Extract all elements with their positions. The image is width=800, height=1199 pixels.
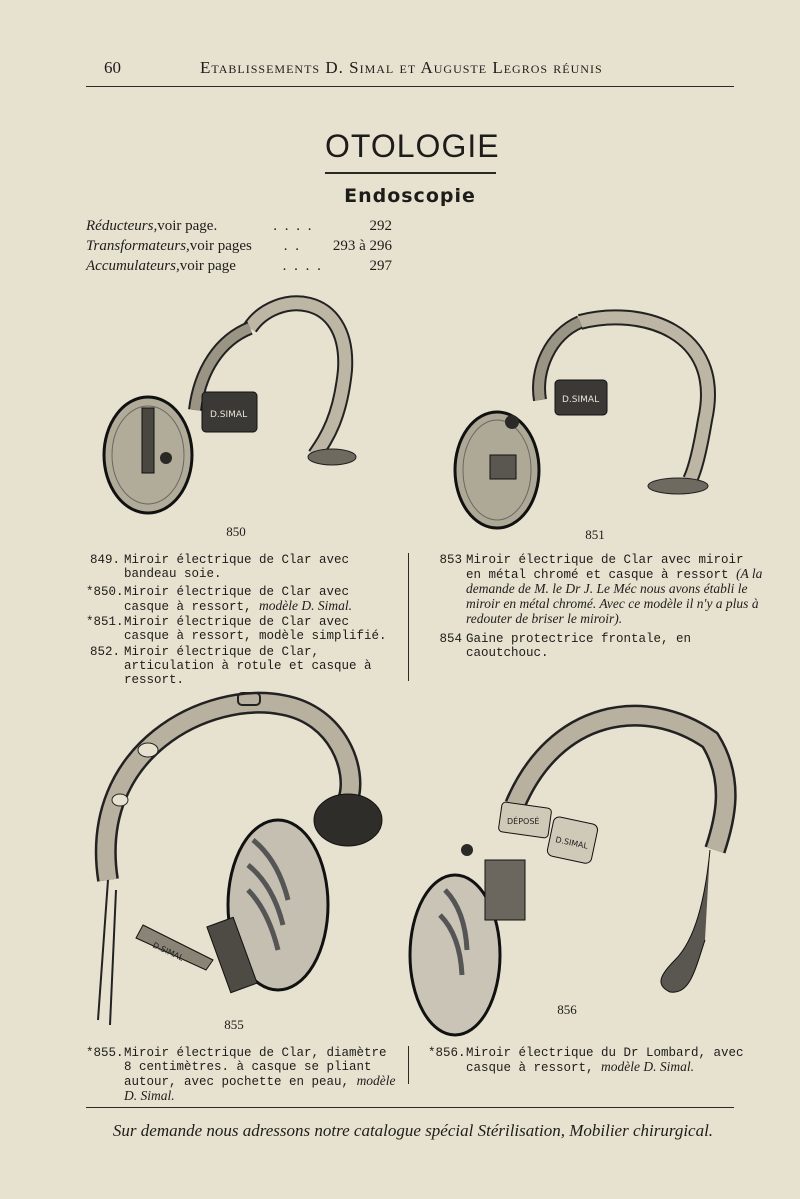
reference-row: Transformateurs, voir pages . . 293 à 296 xyxy=(86,238,392,254)
footer-rule xyxy=(86,1107,734,1108)
section-subtitle: Endoscopie xyxy=(344,185,476,207)
figure-851-illustration xyxy=(450,310,720,530)
reference-label: Accumulateurs, xyxy=(86,258,180,274)
figure-856-caption: 856 xyxy=(557,1002,577,1017)
figure-stamp: D.SIMAL xyxy=(210,410,248,420)
page-number: 60 xyxy=(104,58,121,77)
item-850: *850. Miroir électrique de Clar avec casque à ressort, modèle D. Simal. xyxy=(86,585,353,614)
item-856: *856. Miroir électrique du Dr Lombard, avec casque à ressort, modèle D. Simal. xyxy=(428,1046,744,1075)
item-854: 854 Gaine protectrice frontale, en caoutchouc. xyxy=(439,632,692,660)
figure-850-caption: 850 xyxy=(226,524,246,539)
figure-stamp: D.SIMAL xyxy=(562,395,600,405)
page-header-title: Etablissements D. Simal et Auguste Legros réunis xyxy=(200,58,603,77)
figure-855-caption: 855 xyxy=(224,1017,244,1032)
reference-row: Réducteurs, voir page. . . . . 292 xyxy=(86,218,392,234)
figure-850-illustration xyxy=(100,290,360,535)
section-title: OTOLOGIE xyxy=(325,128,500,164)
item-852: 852. Miroir électrique de Clar, articulation à rotule et casque à ressort. xyxy=(89,645,372,687)
reference-page: 292 xyxy=(369,218,392,234)
figure-856-illustration xyxy=(405,700,740,1040)
item-851: *851. Miroir électrique de Clar avec casque à ressort, modèle simplifié. xyxy=(86,615,387,643)
item-855: *855. Miroir électrique de Clar, diamètre 8 centimètres. à casque se pliant autour, avec pochette en peau, modèle D. Simal. xyxy=(86,1046,396,1103)
reference-page: 297 xyxy=(369,258,392,274)
footer-note: Sur demande nous adressons notre catalogue spécial Stérilisation, Mobilier chirurgical. xyxy=(112,1121,714,1140)
column-separator xyxy=(408,553,409,681)
figure-stamp: D.SIMAL xyxy=(151,940,185,963)
figure-stamp-deposed: DÉPOSÉ xyxy=(507,817,540,826)
reference-label: Transformateurs, xyxy=(86,238,190,254)
reference-row: Accumulateurs, voir page . . . . 297 xyxy=(86,258,392,274)
item-849: 849. Miroir électrique de Clar avec bandeau soie. xyxy=(89,553,350,581)
reference-label: Réducteurs, xyxy=(86,218,158,234)
title-underline xyxy=(325,172,496,174)
header-rule xyxy=(86,86,734,87)
figure-stamp: D.SIMAL xyxy=(554,835,589,851)
item-853: 853 Miroir électrique de Clar avec miroir en métal chromé et casque à ressort (A la demande de M. le Dr J. Le Méc nous avons établi le miroir en métal chromé. Avec ce modèle il n'y a plus à redouter de briser le miroir). xyxy=(439,553,763,626)
column-separator xyxy=(408,1046,409,1084)
figure-851-caption: 851 xyxy=(585,527,605,542)
figure-855-illustration xyxy=(88,690,398,1030)
reference-page: 293 à 296 xyxy=(332,238,392,254)
